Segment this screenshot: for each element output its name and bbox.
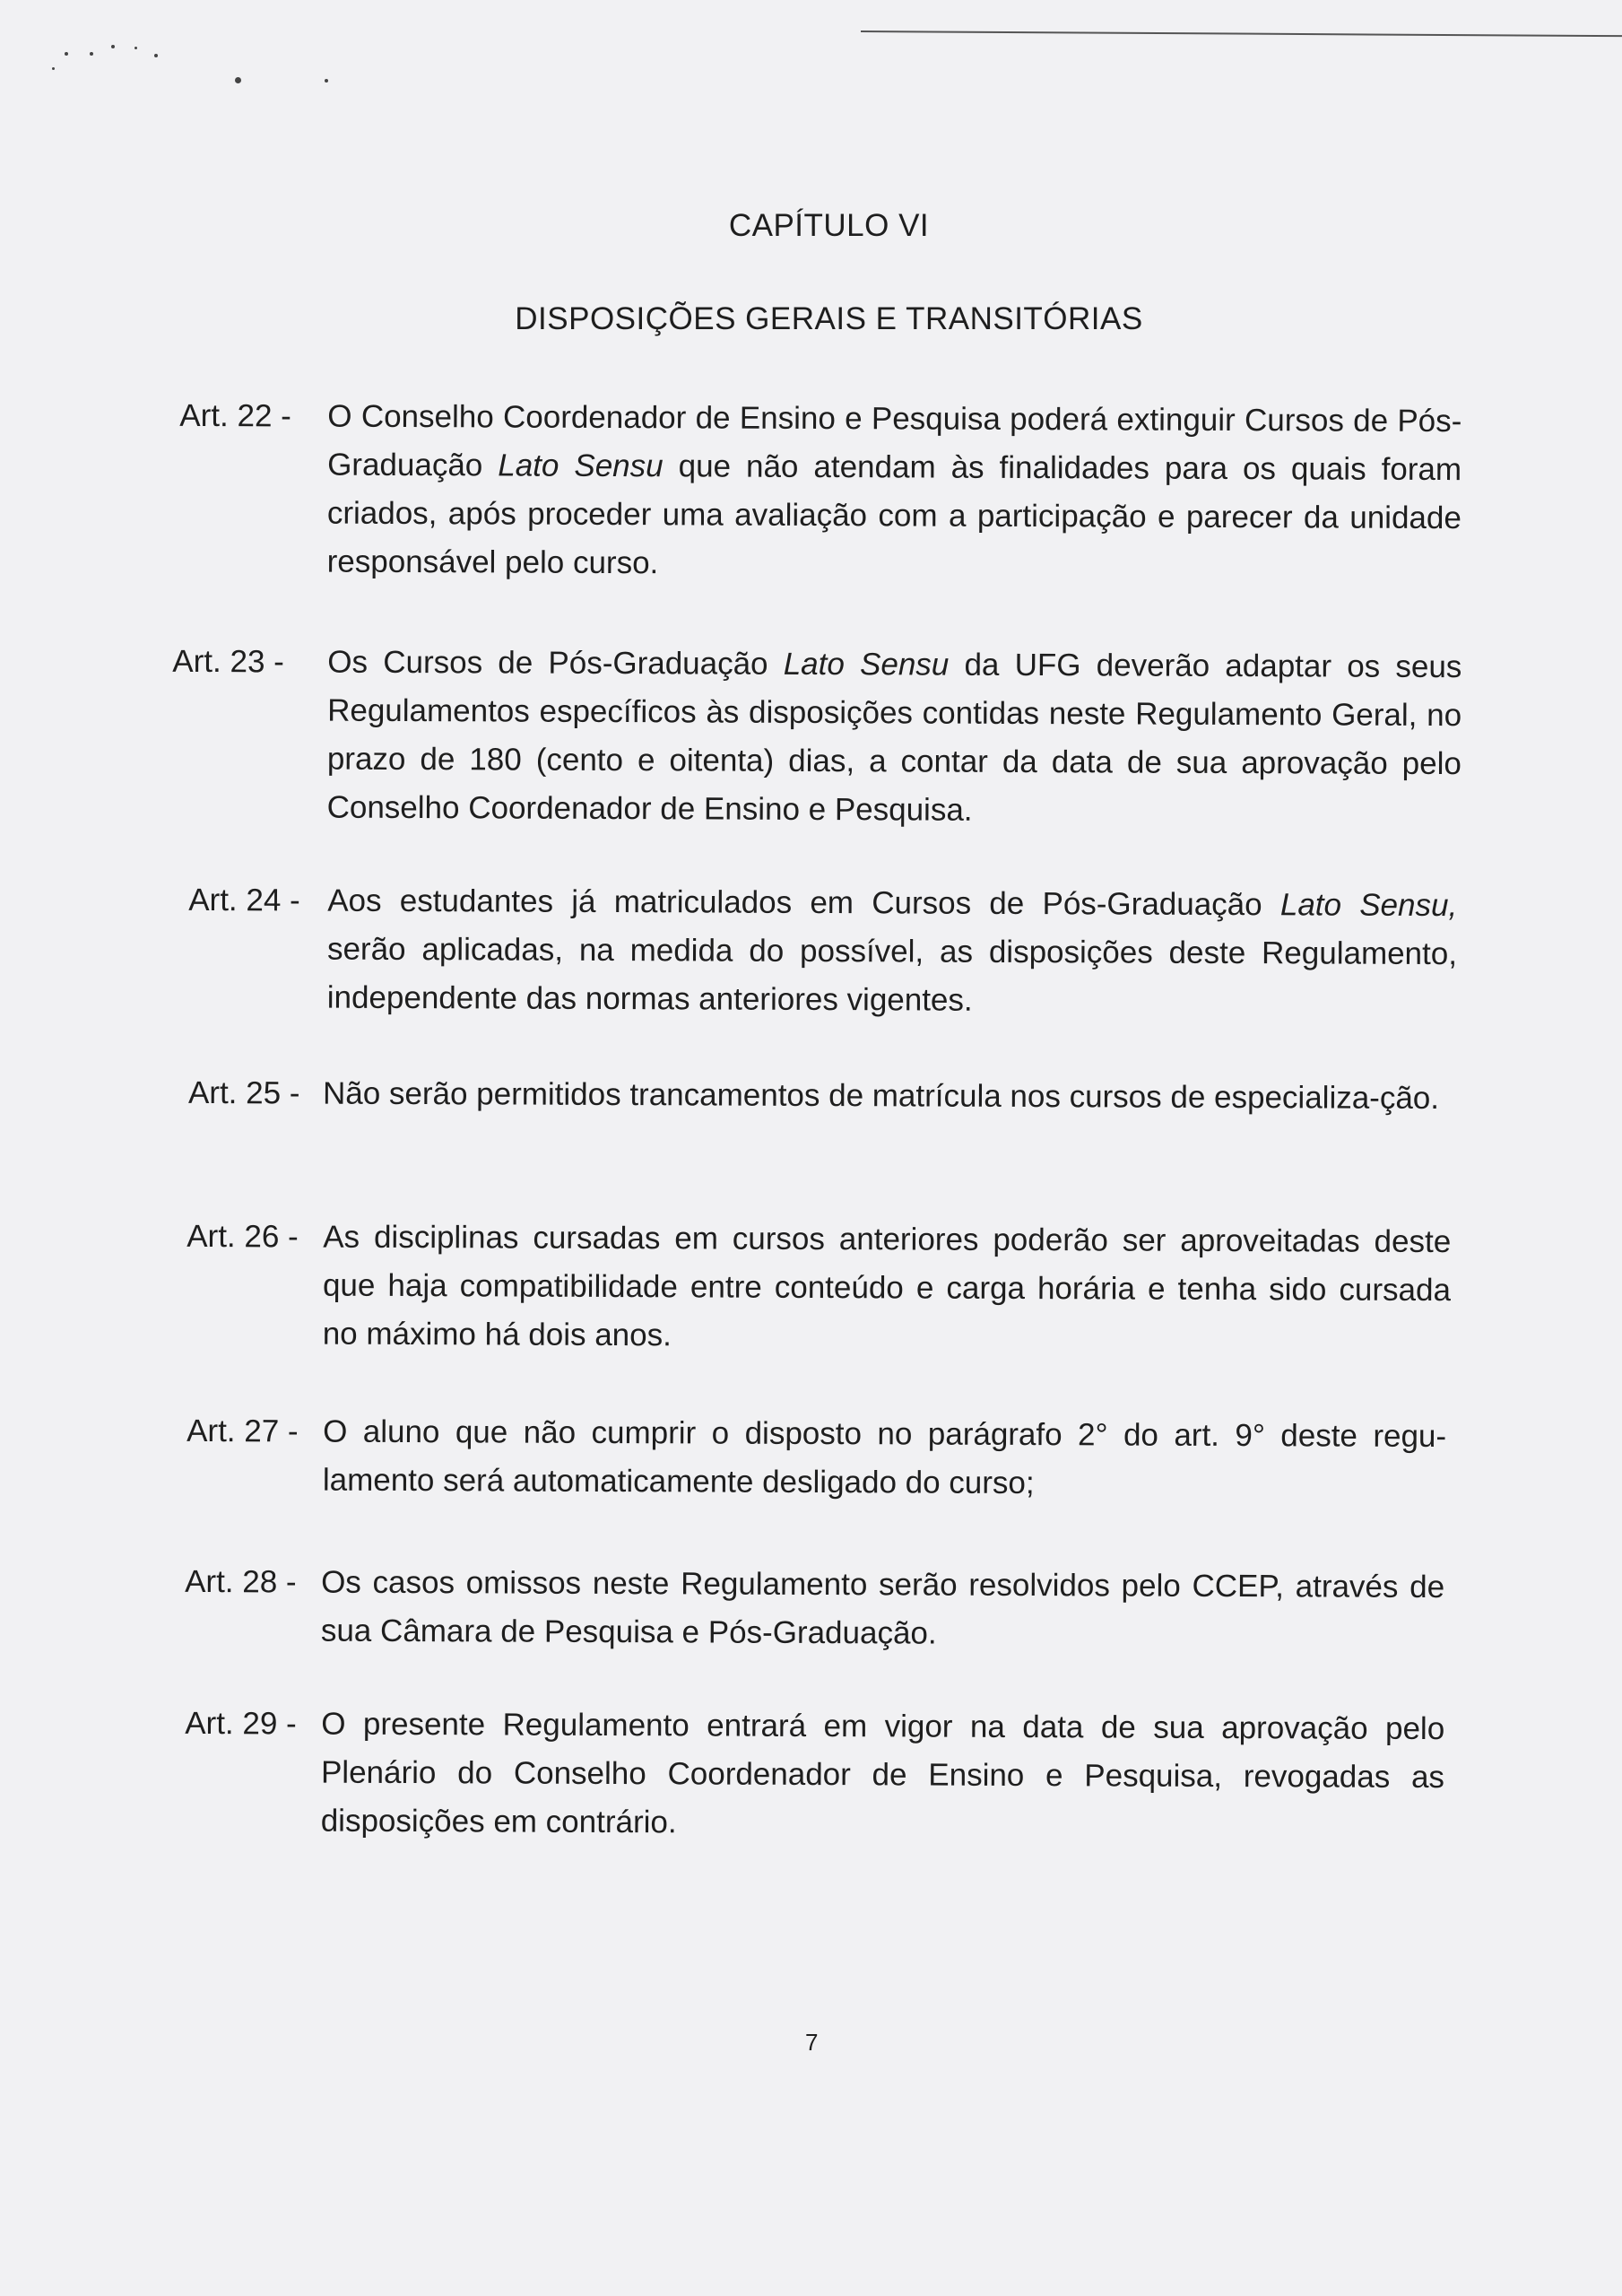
article-text: Os Cursos de Pós-Graduação Lato Sensu da UFG deverão adaptar os seus Regulamentos específicos às disposições contidas neste Regulamento Geral, no prazo de 180 (cento e oitenta) dias, a contar da data de sua aprovação pelo Conselho Coordenador de Ensino e Pesquisa. — [326, 644, 1462, 828]
scan-top-rule — [861, 30, 1622, 37]
article-number: Art. 24 - — [188, 882, 300, 918]
article-number: Art. 22 - — [179, 397, 291, 434]
page-number: 7 — [805, 2029, 819, 2056]
article-text: As disciplinas cursadas em cursos anteriores poderão ser aproveitadas deste que haja compatibilidade entre conteúdo e carga horária e tenha sido cursada no máximo há dois anos. — [322, 1219, 1452, 1353]
section-title: DISPOSIÇÕES GERAIS E TRANSITÓRIAS — [515, 301, 1143, 336]
article-23 — [172, 638, 1462, 837]
article-22 — [179, 392, 1462, 591]
article-27 — [186, 1407, 1446, 1509]
article-text: Não serão permitidos trancamentos de matrícula nos cursos de especializa-ção. — [322, 1075, 1440, 1117]
article-text: O Conselho Coordenador de Ensino e Pesquisa poderá extinguir Cursos de Pós-Graduação Lato Sensu que não atendam às finalidades para os quais foram criados, após proceder uma avaliação com a participação e parecer da unidade responsável pelo curso. — [326, 398, 1462, 581]
article-number: Art. 23 - — [172, 643, 284, 680]
article-text: Os casos omissos neste Regulamento serão resolvidos pelo CCEP, através de sua Câmara de Pesquisa e Pós-Graduação. — [320, 1564, 1445, 1651]
article-number: Art. 25 - — [187, 1074, 300, 1111]
chapter-title: CAPÍTULO VI — [728, 208, 930, 243]
article-28 — [185, 1558, 1444, 1660]
article-29 — [185, 1700, 1445, 1850]
article-text: O presente Regulamento entrará em vigor na data de sua aprovação pelo Plenário do Conselho Coordenador de Ensino e Pesquisa, revogadas as disposições em contrário. — [320, 1706, 1445, 1840]
article-number: Art. 26 - — [186, 1218, 299, 1255]
article-24 — [179, 876, 1458, 1027]
article-26 — [186, 1213, 1452, 1363]
article-number: Art. 29 - — [185, 1705, 297, 1742]
article-text: O aluno que não cumprir o disposto no parágrafo 2° do art. 9° deste regu-lamento será automaticamente desligado do curso; — [322, 1413, 1447, 1501]
article-number: Art. 28 - — [185, 1563, 297, 1600]
article-number: Art. 27 - — [186, 1413, 299, 1449]
article-25 — [188, 1069, 1454, 1123]
article-text: Aos estudantes já matriculados em Cursos de Pós-Graduação Lato Sensu, serão aplicadas, na medida do possível, as disposições deste Regulamento, independente das normas anteriores vigentes. — [326, 883, 1458, 1018]
